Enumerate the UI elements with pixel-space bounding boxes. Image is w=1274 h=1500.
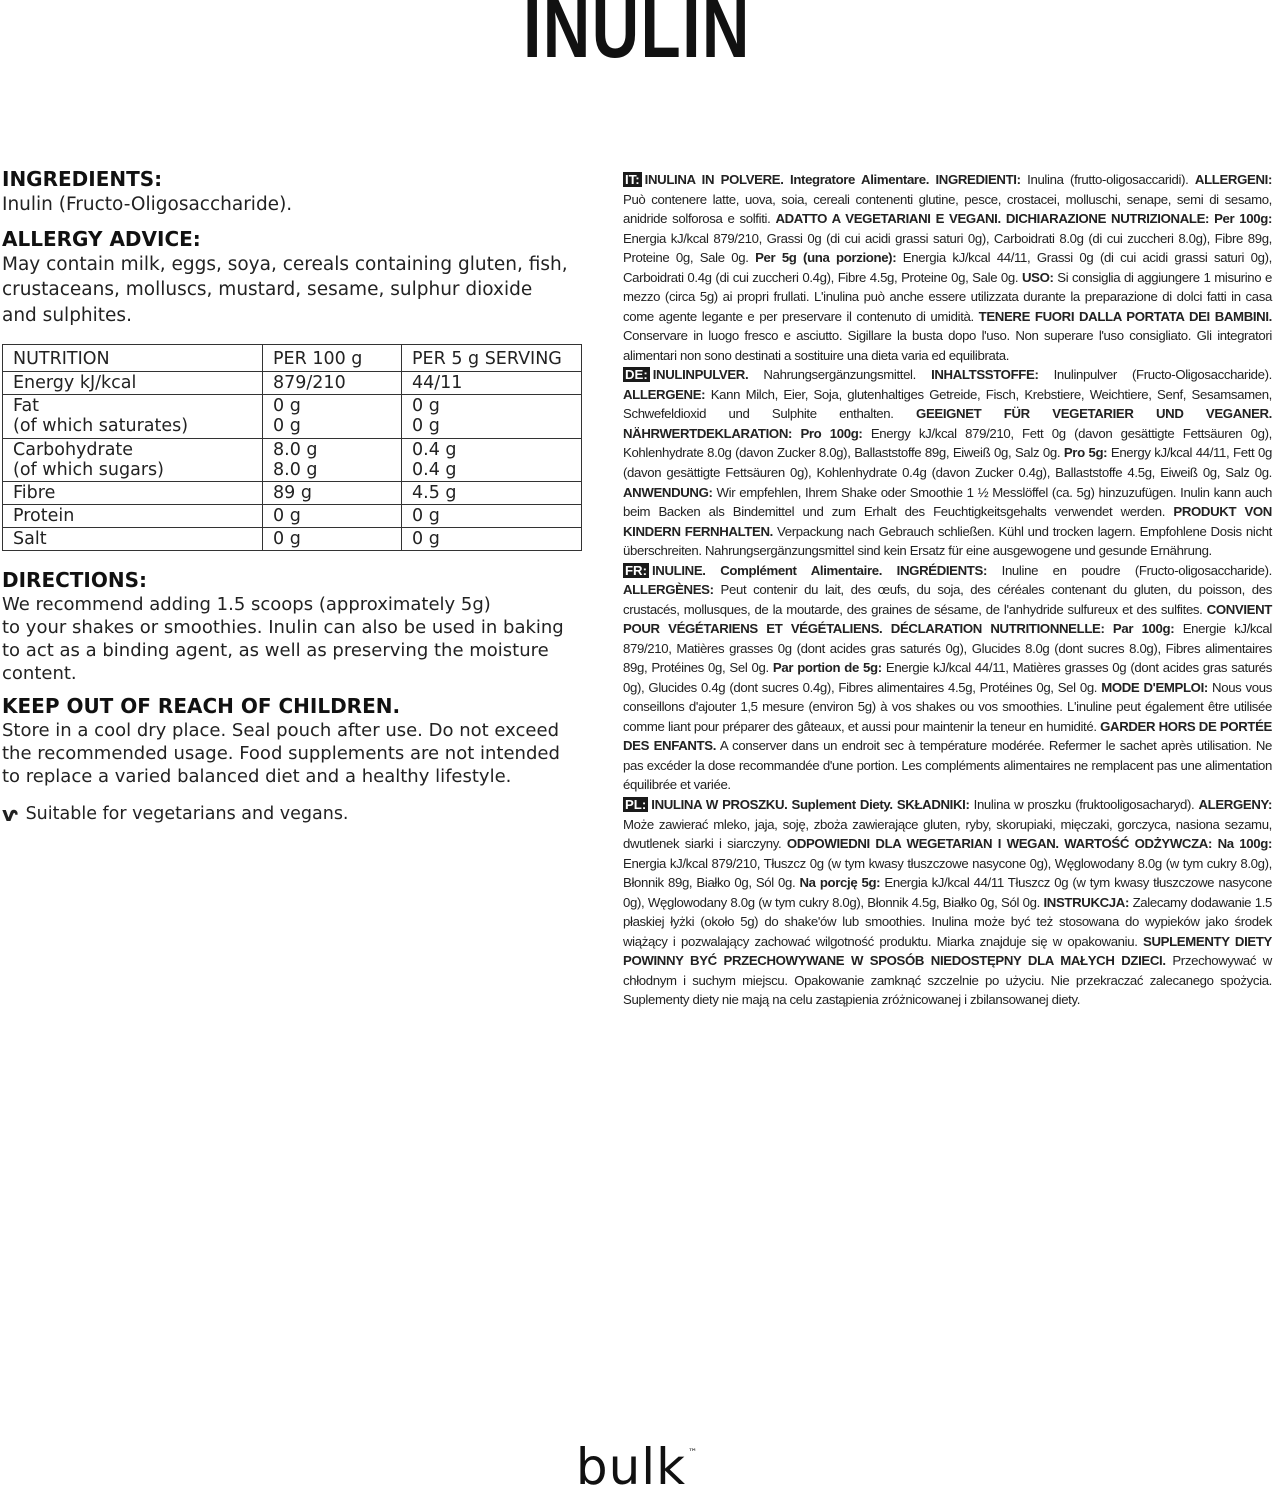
- language-code-badge: PL:: [625, 797, 647, 812]
- nutrition-per5-value: 4.5 g: [412, 482, 457, 503]
- translation-text-segment: Nous vous conseillons d'ajouter 1,5 mesure (environ 5g) à vos shakes ou vos smoothies. L'inuline peut également être utilisée comme liant pour préparer des gâteaux, et aussi pour maintenir la teneur en humidité.: [623, 679, 1272, 734]
- translation-bold-segment: GARDER HORS DE PORTÉE DES ENFANTS.: [623, 718, 1273, 754]
- translation-bold-segment: ALERGENY:: [1198, 797, 1273, 812]
- nutrition-label-value: Fat: [13, 396, 40, 417]
- translation-bold-segment: ALLERGÈNES:: [623, 582, 714, 598]
- nutrition-per100: [263, 481, 402, 504]
- english-label-column: [2, 166, 587, 827]
- translation-text-segment: Energy kJ/kcal 44/11, Fett 0g (davon gesättigte Fettsäuren 0g), Kohlenhydrate 0.4g (davon Zucker 0.4g), Ballaststoffe 4.5g, Eiweiß 0g, Salz 0g.: [623, 445, 1272, 480]
- nutrition-per5-sub-value: 0 g: [412, 416, 440, 437]
- nutrition-per5: [402, 481, 582, 504]
- ingredients-text: Inulin (Fructo-Oligosaccharide).: [2, 194, 293, 215]
- nutrition-per100-value: 0 g: [273, 529, 301, 550]
- storage-line: to replace a varied balanced diet and a healthy lifestyle.: [2, 766, 512, 788]
- nutrition-per100-value: 89 g: [273, 482, 312, 503]
- translation-bold-segment: ANWENDUNG:: [623, 484, 713, 500]
- nutrition-label-value: Salt: [13, 529, 47, 550]
- translation-text-segment: Energie kJ/kcal 879/210, Matières grasses 0g (dont acides gras saturés 0g), Glucides 8.0g (dont sucres 8.0g), Fibres alimentaires 89g, Protéines 0g, Sel 0g.: [623, 621, 1272, 676]
- nutrition-per100: [263, 438, 402, 481]
- translation-fr: [623, 561, 1272, 795]
- nutrition-per5: [402, 372, 582, 395]
- translation-bold-segment: INULINE. Complément Alimentaire. INGRÉDIENTS:: [651, 562, 987, 578]
- nutrition-label: [3, 481, 263, 504]
- translation-text-segment: Verpackung nach Gebrauch schließen. Kühl und trocken lagern. Empfohlene Dosis nicht überschreiten. Nahrungsergänzungsmittel sind kein Ersatz für eine ausgewogene und gesunde Ernährung.: [623, 523, 1272, 559]
- translation-pl: [623, 795, 1272, 1010]
- nutrition-header-per100: PER 100 g: [263, 345, 402, 372]
- translation-text-segment: Może zawierać mleko, jaja, soję, zboża zawierające gluten, ryby, skorupiaki, mięczaki, gorczyca, nasiona sezamu, dwutlenek siarki i siarczyny.: [623, 816, 1272, 852]
- translation-de: [623, 365, 1272, 560]
- nutrition-per100-value: 0 g: [273, 505, 301, 526]
- translation-text-segment: Przechowywać w chłodnym i suchym miejscu. Opakowanie zamknąć szczelnie po użyciu. Nie przekraczać zalecanego spożycia. Suplementy diety nie mają na celu zastąpienia zróżnicowanej i zbilansowanej diety.: [623, 953, 1272, 1008]
- translation-bold-segment: INHALTSSTOFFE:: [931, 367, 1039, 383]
- translation-text-segment: Peut contenir du lait, des œufs, du soja, des céréales contenant du gluten, du poisson, des crustacés, mollusques, de la moutarde, des graines de sésame, de l'anhydride sulfureux et des sulfites.: [623, 582, 1272, 617]
- translation-text-segment: Inulina (frutto-oligosaccaridi).: [1020, 172, 1195, 187]
- translation-text-segment: Conservare in luogo fresco e asciutto. Sigillare la busta dopo l'uso. Non superare l'uso consigliato. Gli integratori alimentari non sono destinati a sostituire una dieta varia ed equilibrata.: [623, 328, 1272, 363]
- nutrition-label-value: Protein: [13, 505, 75, 526]
- nutrition-per5: [402, 528, 582, 551]
- translation-bold-segment: Per 5g (una porzione):: [755, 250, 897, 266]
- nutrition-per100: [263, 372, 402, 395]
- nutrition-label-value: Energy kJ/kcal: [13, 373, 137, 394]
- nutrition-per5-value: 44/11: [412, 373, 463, 394]
- directions-line: content.: [2, 663, 77, 685]
- nutrition-label: [3, 395, 263, 438]
- nutrition-row: [3, 481, 582, 504]
- translation-text-segment: Kann Milch, Eier, Soja, glutenhaltiges Getreide, Fisch, Krebstiere, Weichtiere, Senf, Sesamsamen, Schwefeldioxid und Sulphite enthalten.: [623, 386, 1272, 422]
- allergy-heading: ALLERGY ADVICE:: [2, 226, 201, 251]
- translation-bold-segment: ADATTO A VEGETARIANI E VEGANI. DICHIARAZIONE NUTRIZIONALE: Per 100g:: [775, 211, 1272, 227]
- translation-it: [623, 170, 1272, 365]
- nutrition-header-label: NUTRITION: [3, 345, 263, 372]
- translation-text-segment: Wir empfehlen, Ihrem Shake oder Smoothie 1 ½ Messlöffel (ca. 5g) hinzuzufügen. Inulin kann auch beim Backen als Bindemittel und zum Erhalt des Feuchtigkeitsgehalts verwendet werden.: [623, 484, 1272, 520]
- nutrition-row: [3, 395, 582, 438]
- translation-text-segment: Energia kJ/kcal 44/11, Grassi 0g (di cui acidi grassi saturi 0g), Carboidrati 0.4g (di cui zuccheri 0.4g), Fibre 4.5g, Proteine 0g, Sale 0g.: [623, 250, 1272, 285]
- nutrition-label-value: Fibre: [13, 482, 56, 503]
- allergy-text: May contain milk, eggs, soya, cereals containing gluten, fish, crustaceans, molluscs, mustard, sesame, sulphur dioxide and sulphites.: [2, 253, 568, 326]
- nutrition-label: [3, 438, 263, 481]
- translation-text-segment: A conserver dans un endroit sec à température modérée. Refermer le sachet après utilisation. Ne pas excéder la dose recommandée d'une portion. Les compléments alimentaires ne remplacent pas une alimentation équilibrée et variée.: [623, 738, 1272, 793]
- translation-bold-segment: Par portion de 5g:: [772, 660, 882, 676]
- nutrition-per100-value: 0 g: [273, 396, 301, 417]
- nutrition-per5: [402, 438, 582, 481]
- translation-text-segment: Si consiglia di aggiungere 1 misurino e mezzo (circa 5g) ai propri frullati. L'inulina può anche essere utilizzata durante la preparazione di dolci fatti in casa come agente legante e per preservare il contenuto di umidità.: [623, 269, 1272, 324]
- nutrition-label-value: Carbohydrate: [13, 439, 134, 460]
- bulk-logo: [0, 1438, 1274, 1496]
- vegan-note-text: Suitable for vegetarians and vegans.: [25, 804, 349, 825]
- nutrition-per5: [402, 504, 582, 527]
- nutrition-per5-value: 0 g: [412, 505, 440, 526]
- translation-text-segment: Inuline en poudre (Fructo-oligosaccharide).: [987, 562, 1272, 578]
- nutrition-per100: [263, 528, 402, 551]
- children-warning-heading: KEEP OUT OF REACH OF CHILDREN.: [2, 694, 401, 719]
- translation-text-segment: Energy kJ/kcal 879/210, Fett 0g (davon gesättigte Fettsäuren 0g), Kohlenhydrate 8.0g (davon Zucker 8.0g), Ballaststoffe 89g, Eiweiß 0g, Salz 0g.: [623, 425, 1272, 461]
- nutrition-per5-sub-value: 0.4 g: [412, 459, 457, 480]
- nutrition-header-per5: PER 5 g SERVING: [402, 345, 582, 372]
- nutrition-per5-value: 0.4 g: [412, 439, 457, 460]
- translation-bold-segment: Na porcję 5g:: [799, 875, 881, 891]
- nutrition-per100: [263, 504, 402, 527]
- translation-text-segment: Nahrungsergänzungsmittel.: [748, 367, 932, 383]
- nutrition-per100-sub-value: 0 g: [273, 416, 301, 437]
- translation-bold-segment: GEEIGNET FÜR VEGETARIER UND VEGANER. NÄHRWERTDEKLARATION: Pro 100g:: [623, 406, 1272, 441]
- trademark-symbol: ™: [688, 1448, 699, 1458]
- translation-text-segment: Energie kJ/kcal 44/11, Matières grasses 0g (dont acides gras saturés 0g), Glucides 0.4g (dont sucres 0.4g), Fibres alimentaires 4.5g, Protéines 0g, Sel 0g.: [623, 660, 1273, 695]
- translation-bold-segment: PRODUKT VON KINDERN FERNHALTEN.: [623, 504, 1272, 539]
- v-leaf-icon: ⱱ: [2, 802, 18, 827]
- ingredients-heading: INGREDIENTS:: [2, 167, 163, 191]
- page-title: INULIN: [523, 0, 751, 75]
- translation-bold-segment: INULINA IN POLVERE. Integratore Alimentare. INGREDIENTI:: [644, 172, 1021, 187]
- translation-bold-segment: TENERE FUORI DALLA PORTATA DEI BAMBINI.: [978, 308, 1272, 324]
- nutrition-label: [3, 504, 263, 527]
- nutrition-rows: [3, 372, 582, 551]
- nutrition-per5: [402, 395, 582, 438]
- nutrition-per100-value: 879/210: [273, 373, 346, 394]
- translation-text-segment: Può contenere latte, uova, soia, cereali contenenti glutine, pesce, crostacei, molluschi, senape, semi di sesamo, anidride solforosa e solfiti.: [623, 191, 1272, 227]
- translation-bold-segment: SUPLEMENTY DIETY POWINNY BYĆ PRZECHOWYWANE W SPOSÓB NIEDOSTĘPNY DLA MAŁYCH DZIECI.: [623, 933, 1272, 969]
- directions-heading: DIRECTIONS:: [2, 568, 148, 593]
- translation-bold-segment: CONVIENT POUR VÉGÉTARIENS ET VÉGÉTALIENS. DÉCLARATION NUTRITIONNELLE: Par 100g:: [623, 601, 1272, 637]
- translation-bold-segment: USO:: [1021, 269, 1054, 285]
- translation-bold-segment: ALLERGENI:: [1194, 172, 1272, 187]
- nutrition-per100-value: 8.0 g: [273, 439, 318, 460]
- nutrition-row: [3, 372, 582, 395]
- nutrition-label: [3, 528, 263, 551]
- nutrition-row: [3, 528, 582, 551]
- translation-bold-segment: INSTRUKCJA:: [1043, 894, 1130, 910]
- nutrition-header-row: [3, 345, 582, 372]
- translation-text-segment: Energia kJ/kcal 44/11 Tłuszcz 0g (w tym kwasy tłuszczowe nasycone 0g), Węglowodany 8.0g (w tym cukry 8.0g), Błonnik 4.5g, Białko 0g, Sól 0g.: [623, 875, 1272, 910]
- directions-line: to act as a binding agent, as well as preserving the moisture: [2, 640, 549, 662]
- vegan-note: [2, 802, 587, 826]
- translation-bold-segment: MODE D'EMPLOI:: [1101, 679, 1208, 695]
- translation-text-segment: Inulinpulver (Fructo-Oligosaccharide).: [1038, 367, 1272, 383]
- storage-line: the recommended usage. Food supplements are not intended: [2, 743, 560, 765]
- translations-column: [623, 170, 1272, 1010]
- nutrition-per100: [263, 395, 402, 438]
- nutrition-per5-value: 0 g: [412, 529, 440, 550]
- language-code-badge: DE:: [625, 367, 648, 383]
- logo-text: bulk: [575, 1438, 687, 1496]
- translation-bold-segment: Pro 5g:: [1063, 445, 1108, 461]
- directions-line: We recommend adding 1.5 scoops (approximately 5g): [2, 594, 491, 616]
- directions-line: to your shakes or smoothies. Inulin can also be used in baking: [2, 617, 564, 639]
- translation-bold-segment: INULINPULVER.: [652, 367, 749, 383]
- translation-bold-segment: ALLERGENE:: [623, 386, 706, 402]
- nutrition-label: [3, 372, 263, 395]
- translation-text-segment: Energia kJ/kcal 879/210, Tłuszcz 0g (w tym kwasy tłuszczowe nasycone 0g), Węglowodany 8.0g (w tym cukry 8.0g), Błonnik 89g, Białko 0g, Sól 0g.: [623, 855, 1272, 891]
- translation-bold-segment: INULINA W PROSZKU. Suplement Diety. SKŁADNIKI:: [651, 797, 970, 812]
- nutrition-per100-sub-value: 8.0 g: [273, 459, 318, 480]
- nutrition-row: [3, 438, 582, 481]
- translation-text-segment: Zalecamy dodawanie 1.5 płaskiej łyżki (około 5g) do shake'ów lub smoothies. Inulina może być też stosowana do wypieków jako środek wiążący i pozwalający zachować wilgotność produktu. Miarka znajduje się w opakowaniu.: [623, 894, 1272, 949]
- nutrition-per5-value: 0 g: [412, 396, 440, 417]
- nutrition-table: [2, 344, 582, 551]
- nutrition-label-sub-value: (of which sugars): [13, 459, 164, 480]
- translation-text-segment: Energia kJ/kcal 879/210, Grassi 0g (di cui acidi grassi saturi 0g), Carboidrati 8.0g (di cui zuccheri 8.0g), Fibre 89g, Proteine 0g, Sale 0g.: [623, 230, 1272, 266]
- translation-bold-segment: ODPOWIEDNI DLA WEGETARIAN I WEGAN. WARTOŚĆ ODŻYWCZA: Na 100g:: [786, 836, 1273, 852]
- translation-text-segment: Inulina w proszku (fruktooligosacharyd).: [969, 797, 1199, 812]
- nutrition-row: [3, 504, 582, 527]
- language-code-badge: IT:: [625, 172, 640, 187]
- nutrition-label-sub-value: (of which saturates): [13, 416, 189, 437]
- storage-line: Store in a cool dry place. Seal pouch after use. Do not exceed: [2, 720, 559, 742]
- language-code-badge: FR:: [625, 562, 647, 578]
